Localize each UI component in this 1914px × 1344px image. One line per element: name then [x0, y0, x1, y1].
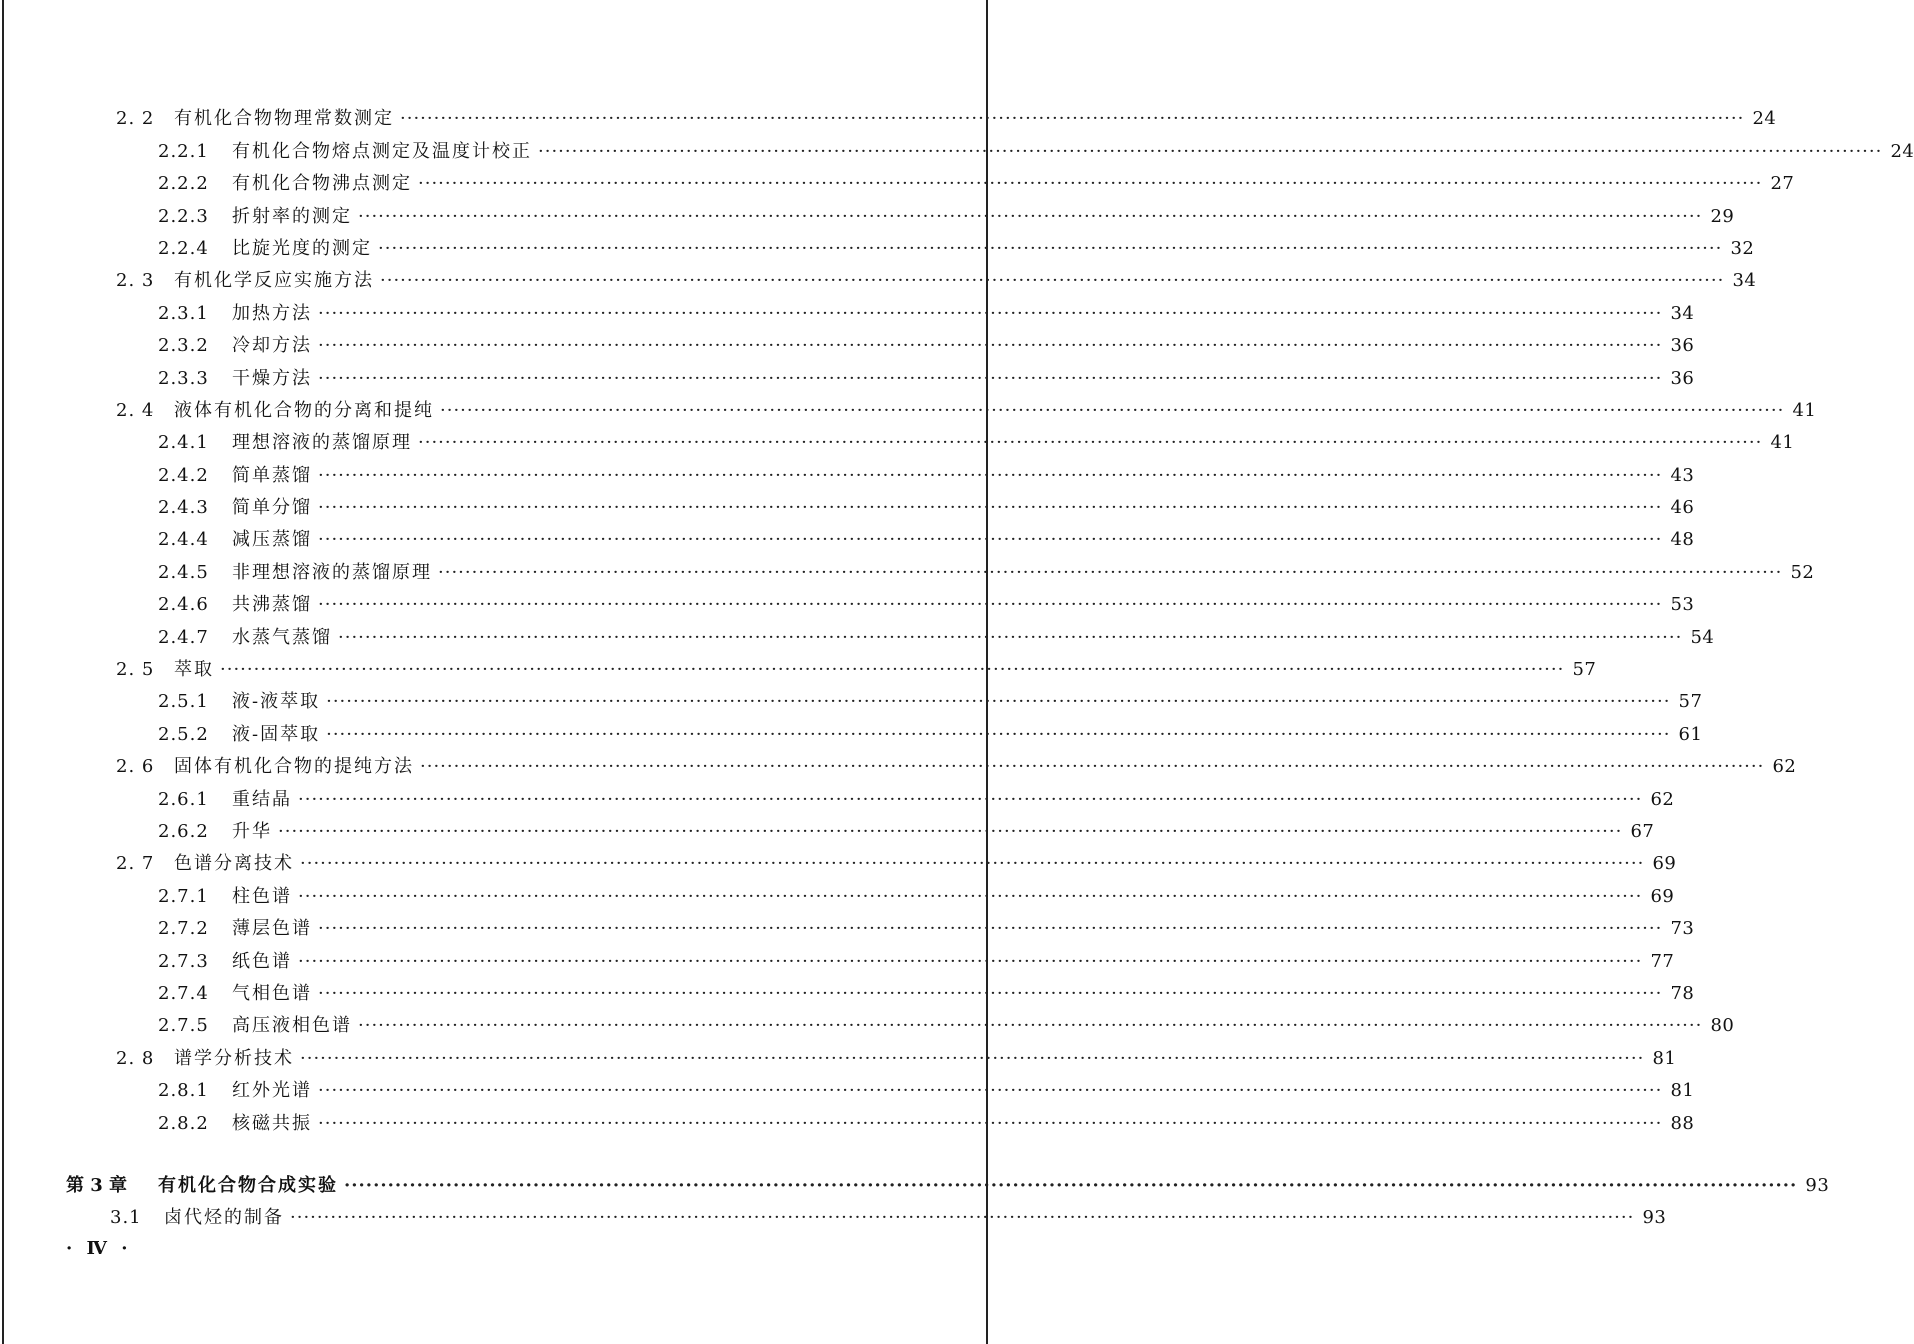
section-title: 冷却方法: [232, 335, 312, 357]
dot-leader: ········································································································································································································: [326, 723, 1671, 745]
dot-leader: ········································································································································································································: [300, 853, 1645, 875]
section-title: 比旋光度的测定: [232, 237, 372, 259]
section-number: 2.5.1: [158, 691, 209, 713]
dot-leader: ········································································································································································································: [300, 1047, 1645, 1069]
page-number: 78: [1670, 982, 1695, 1004]
toc-entry[interactable]: [0, 454, 1695, 486]
page-number: 24: [1752, 108, 1777, 130]
dot-leader: ········································································································································································································: [318, 982, 1663, 1004]
page-number: 57: [1678, 691, 1703, 713]
toc-entry[interactable]: [0, 292, 1695, 324]
page-number: 77: [1650, 950, 1675, 972]
toc-entry[interactable]: [0, 778, 1675, 810]
section-number: 2.4.1: [158, 432, 209, 454]
dot-leader: ········································································································································································································: [318, 497, 1663, 519]
section-number: 2.7.3: [158, 950, 209, 972]
dot-leader: ········································································································································································································: [290, 1207, 1635, 1229]
section-number: 2.6.2: [158, 820, 209, 842]
section-number: 2.4.4: [158, 529, 209, 551]
dot-leader: ········································································································································································································: [358, 205, 1703, 227]
section-title: 有机化合物物理常数测定: [174, 108, 394, 130]
section-title: 谱学分析技术: [174, 1047, 294, 1069]
dot-leader: ········································································································································································································: [358, 1015, 1703, 1037]
section-number: 2. 3: [116, 270, 155, 292]
section-number: 2.5.2: [158, 723, 209, 745]
page-number: 62: [1772, 756, 1797, 778]
section-number: 2.2.1: [158, 140, 209, 162]
toc-entry[interactable]: [0, 1037, 1677, 1069]
dot-leader: ········································································································································································································: [318, 367, 1663, 389]
page-number: 62: [1650, 788, 1675, 810]
section-number: 2.3.1: [158, 302, 209, 324]
section-title: 高压液相色谱: [232, 1015, 352, 1037]
section-title: 有机化合物沸点测定: [232, 173, 412, 195]
page-number: 46: [1670, 497, 1695, 519]
page-number: 73: [1670, 918, 1695, 940]
page-number: 43: [1670, 464, 1695, 486]
section-number: 3.1: [110, 1207, 142, 1229]
section-number: 2. 4: [116, 399, 155, 421]
page-number: 27: [1770, 173, 1795, 195]
section-number: 2. 6: [116, 756, 155, 778]
page-number: 81: [1652, 1047, 1677, 1069]
dot-leader: ········································································································································································································: [298, 788, 1643, 810]
section-title: 气相色谱: [232, 982, 312, 1004]
page-number: 61: [1678, 723, 1703, 745]
section-number: 2.6.1: [158, 788, 209, 810]
section-title: 减压蒸馏: [232, 529, 312, 551]
section-title: 萃取: [174, 659, 214, 681]
section-title: 水蒸气蒸馏: [232, 626, 332, 648]
toc-chapter-subentries: [0, 1197, 1667, 1229]
toc-entry[interactable]: [0, 228, 1755, 260]
toc-entry[interactable]: [0, 616, 1715, 648]
section-title: 核磁共振: [232, 1112, 312, 1134]
dot-leader: ········································································································································································································: [400, 108, 1745, 130]
toc-entry[interactable]: [0, 875, 1675, 907]
section-number: 2.8.2: [158, 1112, 209, 1134]
section-number: 2.4.7: [158, 626, 209, 648]
section-title: 有机化合物熔点测定及温度计校正: [232, 140, 532, 162]
dot-leader: ········································································································································································································: [318, 529, 1663, 551]
toc-entry[interactable]: [0, 908, 1695, 940]
chapter-number: 第 3 章: [66, 1174, 128, 1196]
toc-entry[interactable]: [0, 163, 1795, 195]
section-number: 2. 8: [116, 1047, 155, 1069]
dot-leader: ········································································································································································································: [326, 691, 1671, 713]
page-number: 36: [1670, 335, 1695, 357]
section-number: 2.8.1: [158, 1080, 209, 1102]
section-title: 固体有机化合物的提纯方法: [174, 756, 414, 778]
dot-leader: ········································································································································································································: [318, 302, 1663, 324]
toc-entry[interactable]: [0, 130, 1914, 162]
toc-entry[interactable]: [0, 811, 1655, 843]
dot-leader: ········································································································································································································: [418, 173, 1763, 195]
page-number: 81: [1670, 1080, 1695, 1102]
toc-entry[interactable]: [0, 681, 1703, 713]
section-number: 2.7.4: [158, 982, 209, 1004]
section-number: 2.7.2: [158, 918, 209, 940]
section-number: 2.2.2: [158, 173, 209, 195]
dot-leader: ········································································································································································································: [298, 950, 1643, 972]
dot-leader: ········································································································································································································: [318, 918, 1663, 940]
toc-entry[interactable]: [0, 519, 1695, 551]
toc-entry[interactable]: [0, 746, 1797, 778]
page-number: 69: [1650, 885, 1675, 907]
dot-leader: ········································································································································································································: [440, 399, 1785, 421]
dot-leader: ········································································································································································································: [220, 659, 1565, 681]
page-number: 34: [1670, 302, 1695, 324]
page-number: 34: [1732, 270, 1757, 292]
dot-leader: ········································································································································································································: [318, 1112, 1663, 1134]
toc-entry[interactable]: [0, 1197, 1667, 1229]
toc-entry[interactable]: [0, 325, 1695, 357]
section-title: 理想溶液的蒸馏原理: [232, 432, 412, 454]
dot-leader: ········································································································································································································: [318, 1080, 1663, 1102]
page-number: 88: [1670, 1112, 1695, 1134]
dot-leader: ········································································································································································································: [438, 561, 1783, 583]
toc-entry[interactable]: [0, 1102, 1695, 1134]
toc-chapter-entry[interactable]: [0, 1165, 1830, 1197]
dot-leader: ········································································································································································································: [318, 335, 1663, 357]
section-number: 2.2.4: [158, 237, 209, 259]
section-number: 2.4.5: [158, 561, 209, 583]
section-title: 干燥方法: [232, 367, 312, 389]
dot-leader: ········································································································································································································: [538, 140, 1883, 162]
toc-section-entries: [0, 98, 1914, 1135]
section-title: 液-固萃取: [232, 723, 321, 745]
page-number: 80: [1710, 1015, 1735, 1037]
page-number: 53: [1670, 594, 1695, 616]
dot-leader: ········································································································································································································: [298, 885, 1643, 907]
section-title: 纸色谱: [232, 950, 292, 972]
section-title: 非理想溶液的蒸馏原理: [232, 561, 432, 583]
toc-entry[interactable]: [0, 713, 1703, 745]
toc-entry[interactable]: [0, 973, 1695, 1005]
dot-leader: ········································································································································································································: [380, 270, 1725, 292]
toc-entry[interactable]: [0, 422, 1795, 454]
section-title: 共沸蒸馏: [232, 594, 312, 616]
section-title: 重结晶: [232, 788, 292, 810]
section-number: 2. 2: [116, 108, 155, 130]
page-number: 36: [1670, 367, 1695, 389]
chapter-title: 有机化合物合成实验: [158, 1174, 338, 1196]
section-title: 升华: [232, 820, 272, 842]
section-number: 2.4.2: [158, 464, 209, 486]
section-number: 2. 7: [116, 853, 155, 875]
section-title: 薄层色谱: [232, 918, 312, 940]
section-title: 液体有机化合物的分离和提纯: [174, 399, 434, 421]
toc-entry[interactable]: [0, 390, 1817, 422]
page-number: 24: [1890, 140, 1914, 162]
table-of-contents: [0, 98, 1914, 1229]
page-number: 41: [1792, 399, 1817, 421]
section-number: 2.4.6: [158, 594, 209, 616]
section-number: 2.7.1: [158, 885, 209, 907]
toc-entry[interactable]: [0, 195, 1735, 227]
section-number: 2.3.2: [158, 335, 209, 357]
page-number: 29: [1710, 205, 1735, 227]
dot-leader: ········································································································································································································: [344, 1174, 1798, 1196]
page-number: 57: [1572, 659, 1597, 681]
section-title: 加热方法: [232, 302, 312, 324]
dot-leader: ········································································································································································································: [318, 594, 1663, 616]
toc-entry[interactable]: [0, 98, 1777, 130]
page-number: 32: [1730, 237, 1755, 259]
dot-leader: ········································································································································································································: [338, 626, 1683, 648]
chapter-gap: [0, 1135, 992, 1165]
toc-entry[interactable]: [0, 1005, 1735, 1037]
dot-leader: ········································································································································································································: [278, 820, 1623, 842]
toc-entry[interactable]: [0, 357, 1695, 389]
page-number: 48: [1670, 529, 1695, 551]
dot-leader: ········································································································································································································: [318, 464, 1663, 486]
section-number: 2.2.3: [158, 205, 209, 227]
toc-entry[interactable]: [0, 1070, 1695, 1102]
section-title: 简单分馏: [232, 497, 312, 519]
section-title: 折射率的测定: [232, 205, 352, 227]
page-number: 52: [1790, 561, 1815, 583]
toc-entry[interactable]: [0, 551, 1815, 583]
page-number: 54: [1690, 626, 1715, 648]
chapter-page-number: 93: [1805, 1174, 1830, 1196]
section-number: 2.4.3: [158, 497, 209, 519]
page-number: 93: [1642, 1207, 1667, 1229]
page-number: 67: [1630, 820, 1655, 842]
section-title: 卤代烃的制备: [164, 1207, 284, 1229]
page-number: 41: [1770, 432, 1795, 454]
dot-leader: ········································································································································································································: [378, 237, 1723, 259]
page-number-footer: · Ⅳ ·: [66, 1238, 132, 1259]
section-title: 简单蒸馏: [232, 464, 312, 486]
section-title: 液-液萃取: [232, 691, 321, 713]
dot-leader: ········································································································································································································: [420, 756, 1765, 778]
section-number: 2. 5: [116, 659, 155, 681]
dot-leader: ········································································································································································································: [418, 432, 1763, 454]
toc-entry[interactable]: [0, 584, 1695, 616]
toc-entry[interactable]: [0, 487, 1695, 519]
section-number: 2.3.3: [158, 367, 209, 389]
toc-entry[interactable]: [0, 649, 1597, 681]
section-title: 色谱分离技术: [174, 853, 294, 875]
toc-entry[interactable]: [0, 260, 1757, 292]
section-title: 柱色谱: [232, 885, 292, 907]
toc-entry[interactable]: [0, 843, 1677, 875]
section-title: 红外光谱: [232, 1080, 312, 1102]
page-number: 69: [1652, 853, 1677, 875]
toc-entry[interactable]: [0, 940, 1675, 972]
section-number: 2.7.5: [158, 1015, 209, 1037]
section-title: 有机化学反应实施方法: [174, 270, 374, 292]
